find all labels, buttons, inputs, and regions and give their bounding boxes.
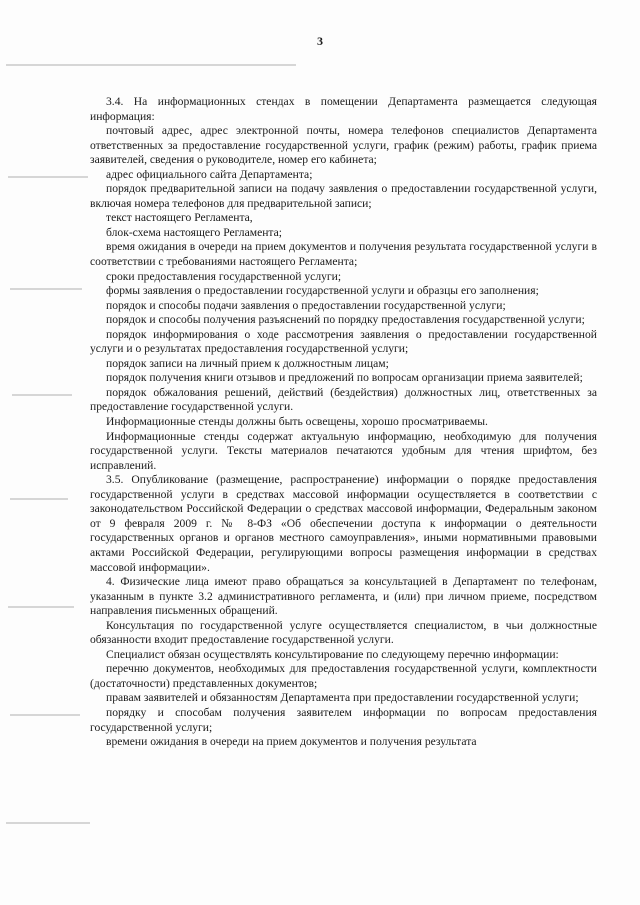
paragraph: Консультация по государственной услуге осуществляется специалистом, в чьи должностные обязанности входит предоставление государственной услуги.: [90, 618, 597, 647]
list-item: порядок предварительной записи на подачу заявления о предоставлении государственной услуги, включая номера телефонов для предварительной записи;: [90, 182, 597, 210]
list-item: порядок информирования о ходе рассмотрения заявления о предоставлении государственной услуги и о результатах предоставления государственной услуги;: [90, 327, 597, 356]
scan-artifact: [6, 64, 296, 66]
paragraph: Информационные стенды должны быть освещены, хорошо просматриваемы.: [106, 415, 488, 429]
list-item: времени ожидания в очереди на прием документов и получения результата: [106, 735, 477, 749]
list-item: порядок записи на личный прием к должностным лицам;: [106, 356, 389, 370]
list-item: перечню документов, необходимых для предоставления государственной услуги, комплектности (достаточности) представленных документов;: [90, 662, 597, 690]
document-body: [90, 95, 597, 750]
list-item: порядок и способы получения разъяснений по порядку предоставления государственной услуги;: [106, 313, 585, 327]
list-item: текст настоящего Регламента,: [106, 211, 253, 225]
list-item: формы заявления о предоставлении государственной услуги и образцы его заполнения;: [106, 284, 539, 298]
scan-artifact: [10, 498, 68, 500]
scan-artifact: [6, 822, 90, 824]
paragraph: Специалист обязан осуществлять консультирование по следующему перечню информации:: [106, 647, 559, 661]
list-item: порядок обжалования решений, действий (бездействия) должностных лиц, ответственных за предоставление государственной услуги.: [90, 385, 597, 414]
list-item: блок-схема настоящего Регламента;: [106, 225, 282, 239]
paragraph: Информационные стенды содержат актуальную информацию, необходимую для получения государственной услуги. Тексты материалов печатаются удобным для чтения шрифтом, без исправлений.: [90, 429, 597, 472]
paragraph-3-5: 3.5. Опубликование (размещение, распространение) информации о порядке предоставления государственной услуги в средствах массовой информации осуществляется в соответствии с законодательством Российской Федерации о средствах массовой информации, Федеральным законом от 9 февраля 2009 г. № 8-ФЗ «Об обеспечении доступа к информации о деятельности государственных органов и органов местного самоуправления», иными нормативными правовыми актами Российской Федерации, регулирующими вопросы размещения информации в средствах массовой информации».: [90, 473, 597, 574]
list-item: порядок получения книги отзывов и предложений по вопросам организации приема заявителей;: [106, 371, 583, 385]
list-item: адрес официального сайта Департамента;: [106, 167, 313, 181]
list-item: правам заявителей и обязанностям Департамента при предоставлении государственной услуги;: [106, 691, 579, 705]
list-item: почтовый адрес, адрес электронной почты, номера телефонов специалистов Департамента ответственных за предоставление государственной услуги, график (режим) работы, график приема заявителей, сведения о руководителе, номер его кабинета;: [90, 124, 597, 167]
list-item: время ожидания в очереди на прием документов и получения результата государственной услуги в соответствии с требованиями настоящего Регламента;: [90, 240, 597, 269]
scan-artifact: [10, 714, 80, 716]
scan-artifact: [12, 394, 72, 396]
paragraph-3-4: 3.4. На информационных стендах в помещении Департамента размещается следующая информация:: [90, 95, 597, 123]
scan-artifact: [8, 176, 88, 178]
scan-artifact: [10, 288, 82, 290]
list-item: порядку и способам получения заявителем информации по вопросам предоставления государственной услуги;: [90, 705, 597, 734]
paragraph-4: 4. Физические лица имеют право обращаться за консультацией в Департамент по телефонам, указанным в пункте 3.2 административного регламента, и (или) при личном приеме, посредством направления письменных обращений.: [90, 575, 597, 618]
scan-artifact: [8, 606, 74, 608]
list-item: порядок и способы подачи заявления о предоставлении государственной услуги;: [106, 298, 506, 312]
page-number: 3: [317, 34, 323, 48]
list-item: сроки предоставления государственной услуги;: [106, 269, 342, 283]
